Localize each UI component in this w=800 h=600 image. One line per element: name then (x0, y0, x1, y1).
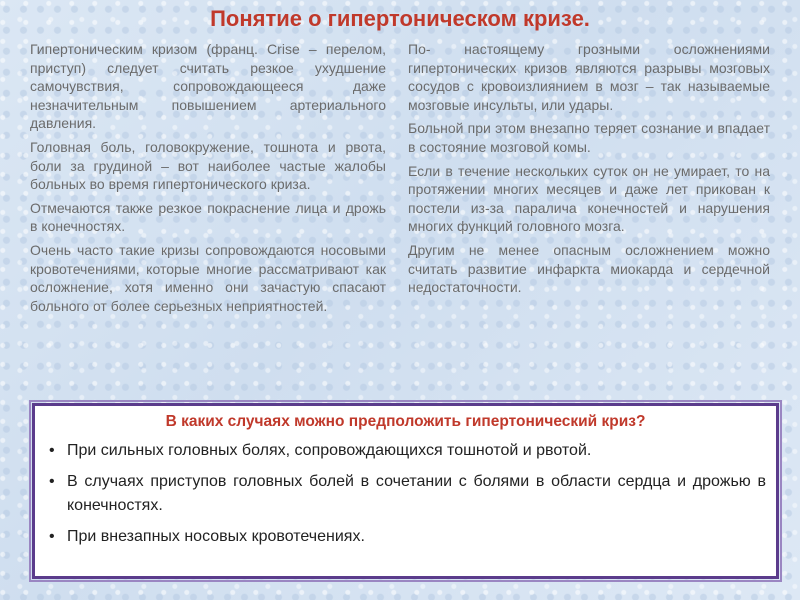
list-item (45, 470, 766, 518)
list-item-text: При сильных головных болях, сопровождающихся тошнотой и рвотой. (67, 442, 592, 459)
list-item-text: В случаях приступов головных болей в сочетании с болями в области сердца и дрожью в конечностях. (67, 473, 766, 514)
page-title: Понятие о гипертоническом кризе. (210, 6, 590, 31)
bullet-icon: • (49, 528, 55, 545)
paragraph: Другим не менее опасным осложнением можно считать развитие инфаркта миокарда и сердечной недостаточности. (408, 241, 770, 296)
paragraph: По- настоящему грозными осложнениями гипертонических кризов являются разрывы мозговых сосудов с кровоизлиянием в мозг – так называемые мозговые инсульты, или удары. (408, 41, 770, 113)
box-title: В каких случаях можно предположить гипертонический криз? (165, 413, 646, 430)
bullet-icon: • (49, 473, 55, 490)
paragraph: Головная боль, головокружение, тошнота и рвота, боли за грудиной – вот наиболее частые жалобы больных во время гипертонического криза. (30, 138, 386, 193)
right-text-column (408, 40, 770, 302)
list-item-text: При внезапных носовых кровотечениях. (67, 528, 365, 545)
symptoms-list (35, 439, 776, 549)
left-text-column (30, 40, 386, 320)
bullet-icon: • (49, 442, 55, 459)
paragraph: Если в течение нескольких суток он не умирает, то на протяжении многих месяцев и даже лет прикован к постели из-за паралича конечностей и нарушения многих функций головного мозга. (408, 162, 770, 235)
symptoms-box (32, 403, 779, 579)
list-item (45, 525, 766, 549)
list-item (45, 439, 766, 463)
paragraph: Очень часто такие кризы сопровождаются носовыми кровотечениями, которые многие рассматривают как осложнение, хотя именно они зачастую спасают больного от более серьезных неприятностей. (30, 241, 386, 314)
paragraph: Больной при этом внезапно теряет сознание и впадает в состояние мозговой комы. (408, 120, 770, 155)
paragraph: Гипертоническим кризом (франц. Crise – перелом, приступ) следует считать резкое ухудшение самочувствия, сопровождающееся даже незначительным повышением артериального давления. (30, 41, 386, 132)
paragraph: Отмечаются также резкое покраснение лица и дрожь в конечностях. (30, 199, 386, 235)
